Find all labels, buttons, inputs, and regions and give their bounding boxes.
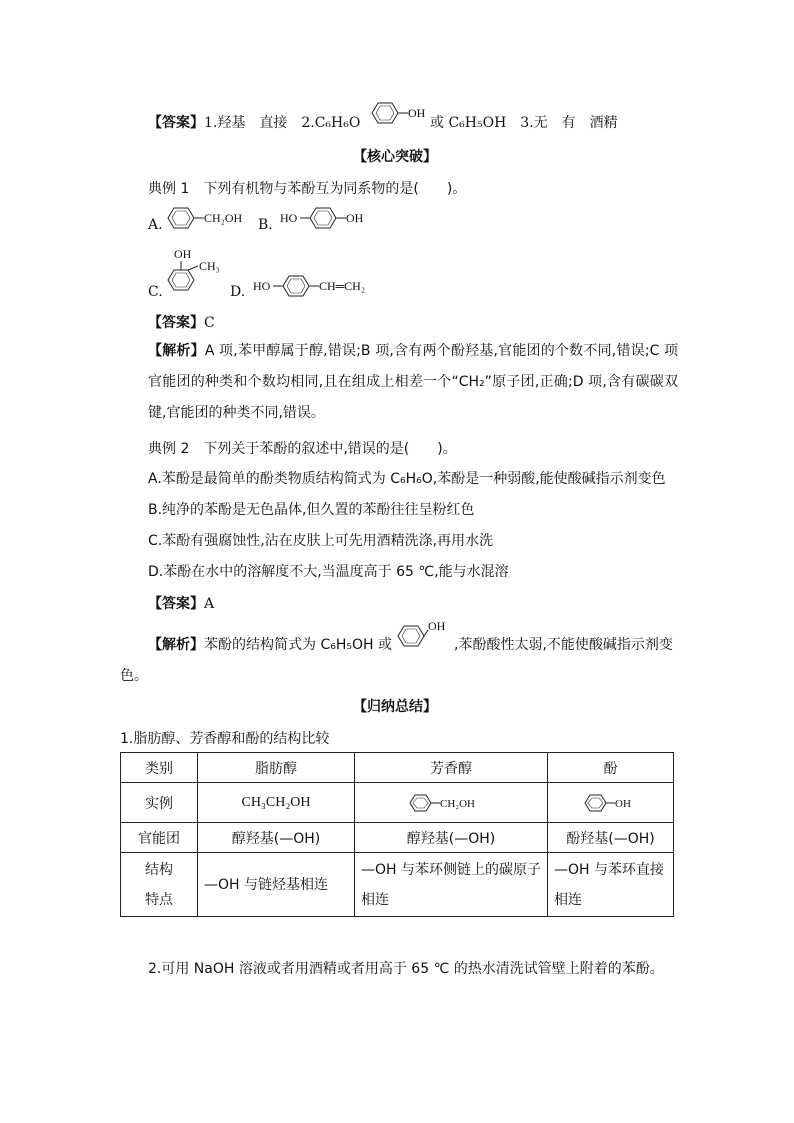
example2-stem: 典例 2 下列关于苯酚的叙述中,错误的是( )。 xyxy=(148,441,457,457)
answer-label: 【答案】 xyxy=(148,115,204,131)
section-heading-core: 【核心突破】 xyxy=(353,149,437,165)
answer-label: 【答案】 xyxy=(148,315,204,331)
table-header: 酚 xyxy=(548,753,674,783)
example1-answer xyxy=(148,312,215,332)
example2-option-d: D.苯酚在水中的溶解度不大,当温度高于 65 ℃,能与水混溶 xyxy=(148,564,509,580)
ch3-label: CH₃ xyxy=(199,259,220,273)
answer-or: 或 C₆H₅OH xyxy=(430,115,507,131)
option-c-label: C. xyxy=(148,284,163,300)
table-cell: 醇羟基(—OH) xyxy=(198,823,355,853)
oh-label: OH xyxy=(346,211,364,225)
analysis-text: A 项,苯甲醇属于醇,错误;B 项,含有两个酚羟基,官能团的个数不同,错误;C 项官能团的种类和个数均相同,且在组成上相差一个“CH₂”原子团,正确;D 项,含有碳碳双键,官能团的种类不同,错误。 xyxy=(148,343,678,421)
example2-option-a: A.苯酚是最简单的酚类物质结构简式为 C₆H₆O,苯酚是一种弱酸,能使酸碱指示剂变色 xyxy=(148,471,666,487)
phenol-structure-2 xyxy=(394,619,454,652)
option-b-label: B. xyxy=(258,217,273,233)
table-cell xyxy=(198,783,355,823)
benzyl-alcohol-structure-small xyxy=(406,792,496,814)
oh-label: OH xyxy=(174,247,192,261)
answer-items: 1.羟基 直接 2.C₆H₆O xyxy=(204,115,361,131)
answer-items-2: 3.无 有 酒精 xyxy=(520,115,618,131)
ho-label: HO xyxy=(280,211,298,225)
table-cell: —OH 与苯环直接相连 xyxy=(548,853,674,917)
section-heading-summary: 【归纳总结】 xyxy=(353,699,437,715)
phenol-structure-small xyxy=(581,792,641,814)
answer-label: 【答案】 xyxy=(148,596,204,612)
example1-analysis xyxy=(148,336,678,429)
example2-answer xyxy=(148,593,214,613)
structure-comparison-table xyxy=(120,752,674,917)
example2-analysis-line1 xyxy=(148,634,392,654)
table-cell xyxy=(355,783,548,823)
table-cell xyxy=(548,783,674,823)
oh-label: OH xyxy=(428,619,446,633)
summary-point-1: 1.脂肪醇、芳香醇和酚的结构比较 xyxy=(120,731,330,747)
summary-point-2: 2.可用 NaOH 溶液或者用酒精或者用高于 65 ℃ 的热水清洗试管壁上附着的苯酚。 xyxy=(148,961,664,977)
analysis-label: 【解析】 xyxy=(148,343,205,359)
analysis-text-1: 苯酚的结构简式为 C₆H₅OH 或 xyxy=(204,637,392,653)
vinyl-label: CH═CH₂ xyxy=(319,279,366,293)
row-label-line: 结构 xyxy=(145,861,173,878)
table-cell: —OH 与苯环侧链上的碳原子相连 xyxy=(355,853,548,917)
row-label-line: 特点 xyxy=(145,891,173,908)
analysis-text-3: 色。 xyxy=(120,668,148,684)
table-cell: —OH 与链烃基相连 xyxy=(198,853,355,917)
ch2oh-label: CH₂OH xyxy=(440,797,476,810)
table-header: 脂肪醇 xyxy=(198,753,355,783)
table-cell: 醇羟基(—OH) xyxy=(355,823,548,853)
ethanol-formula: CH₃CH₂OH xyxy=(241,795,311,810)
answer-value: C xyxy=(204,315,215,331)
answer-value: A xyxy=(204,596,215,612)
option-a-label: A. xyxy=(148,217,163,233)
table-row-label: 官能团 xyxy=(121,823,198,853)
answer-line-1 xyxy=(148,112,360,132)
table-row-label xyxy=(121,853,198,917)
oh-label: OH xyxy=(614,797,631,810)
answer-line-1b xyxy=(430,112,618,132)
oh-label: OH xyxy=(408,106,426,120)
benzyl-alcohol-structure xyxy=(164,206,254,236)
ch2oh-label: CH₂OH xyxy=(204,211,243,225)
example2-option-c: C.苯酚有强腐蚀性,沾在皮肤上可先用酒精洗涤,再用水洗 xyxy=(148,533,494,549)
example2-option-b: B.纯净的苯酚是无色晶体,但久置的苯酚往往呈粉红色 xyxy=(148,502,475,518)
analysis-label: 【解析】 xyxy=(148,637,204,653)
o-cresol-structure xyxy=(164,246,234,302)
analysis-text-2: ,苯酚酸性太弱,不能使酸碱指示剂变 xyxy=(454,637,673,653)
table-row-label: 实例 xyxy=(121,783,198,823)
ho-label: HO xyxy=(253,279,271,293)
table-header: 芳香醇 xyxy=(355,753,548,783)
table-cell: 酚羟基(—OH) xyxy=(548,823,674,853)
phenol-structure-1 xyxy=(368,100,428,130)
hydroquinone-structure xyxy=(280,206,370,236)
option-d-label: D. xyxy=(230,284,246,300)
table-header: 类别 xyxy=(121,753,198,783)
vinylphenol-structure xyxy=(253,274,383,304)
example1-stem: 典例 1 下列有机物与苯酚互为同系物的是( )。 xyxy=(148,181,467,197)
